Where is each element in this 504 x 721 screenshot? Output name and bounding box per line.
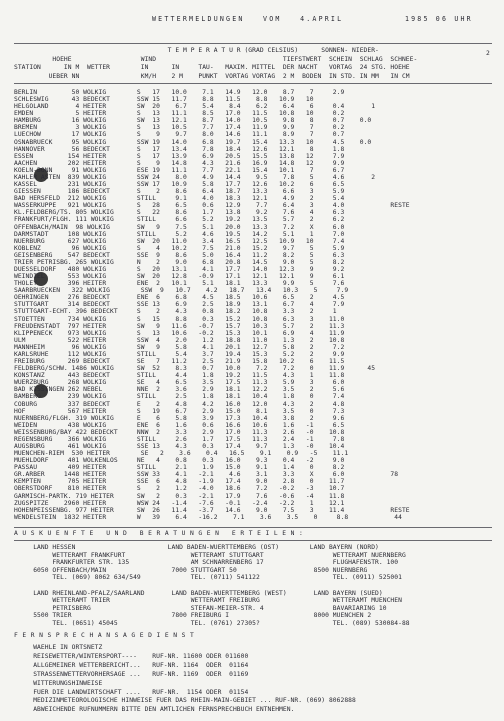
station-row: OBERSTDORF 810 HEITER S 2 1.2 -4.0 18.6 7.2 -0.2 -3 10.7 [14, 485, 345, 493]
services-rule [14, 540, 492, 541]
station-row: WASSERKUPPE 921 WOLKIG S 28 6.5 0.6 12.9 7.7 6.4 3 4.0 RESTE [14, 202, 410, 210]
station-row: PASSAU 409 HEITER STILL 2.1 1.9 15.0 9.1 1.4 0 8.2 [14, 464, 345, 472]
contact-line: LAND HESSEN LAND BADEN-WUERTTEMBERG (OST) LAND BAYERN (NORD) [14, 544, 379, 551]
station-row: AUGSBURG 461 WOLKIG SSE 13 4.3 0.3 17.4 9.7 1.3 -0 10.4 [14, 443, 345, 450]
column-header-line: T E M P E R A T U R (GRAD CELSIUS) SONNEN- NIEDER- [14, 47, 379, 54]
station-row: HAMBURG 16 WOLKIG SW 13 12.1 8.7 14.0 10.5 9.8 8 0.7 0.0 [14, 117, 372, 125]
page-number: 2 [486, 50, 490, 57]
header-bottom-rule [14, 83, 492, 84]
station-row: KOELN-BONN 91 WOLKIG ESE 19 11.1 7.7 22.1 15.4 10.1 7 6.7 [14, 166, 345, 174]
contact-line: FRANKFURTER STR. 135 AM SCHNARRENBERG 17 FLUGHAFENSTR. 100 [14, 559, 399, 567]
station-row: KONSTANZ 443 BEDECKT STILL 4.4 1.8 19.2 11.5 4.3 1 11.8 [14, 372, 345, 380]
station-row: GIESSEN 186 BEDECKT S 2 8.6 6.4 18.7 13.3 6.6 3 5.9 [14, 188, 345, 196]
phone-service-line: WITTERUNGSHINWEISE [14, 679, 103, 687]
station-row: STUTTGART-ECHT. 396 BEDECKT S 2 4.3 0.8 18.2 10.8 3.3 2 1 [14, 308, 337, 316]
station-row: WEISSENBURG/BAY 422 BEDECKT NNW 2 3.3 2.9 17.0 11.3 2.6 -0 10.8 [14, 428, 345, 436]
header-top-rule [14, 43, 492, 44]
station-row: ULM 522 HEITER SSW 4 2.0 1.2 18.8 11.0 1.3 2 10.8 [14, 336, 345, 344]
station-row: LUECHOW 17 WOLKIG S 9 9.7 8.0 14.6 11.1 8.9 7 0.7 [14, 131, 345, 139]
station-row: GEISENBERG 547 BEDECKT SSE 9 8.6 5.0 16.4 11.2 8.2 5 6.3 [14, 251, 345, 259]
contact-line: WETTERAMT TRIER WETTERAMT FREIBURG WETTERAMT MUENCHEN [14, 597, 402, 605]
table-bottom-rule [14, 527, 492, 528]
phone-service-line: ALLGEMEINER WETTERBERICHT... RUF-NR. 1164 ODER 01164 [14, 661, 249, 669]
column-header-line: UEBER NN KM/H 2 M PUNKT VORTAG VORTAG 2 M BODEN IN STD. IN MM IN CM [14, 72, 410, 80]
station-row: FREUDENSTADT 797 HEITER SW 9 11.6 -0.7 15.7 10.3 5.7 2 11.3 [14, 322, 345, 330]
station-row: ESSEN 154 HEITER S 17 13.9 6.9 20.5 15.5 13.8 12 7.9 [14, 152, 345, 160]
column-header-line: STATION IN M WETTER IN IN TAU- MAXIM. MITTEL DER NACHT VORTAG 24 STG. HOEHE [14, 64, 410, 72]
station-row: MANNHEIM 96 WOLKIG SW 9 5.8 4.1 20.1 12.7 5.8 2 7.2 [14, 343, 345, 351]
services-heading: A U S K U E N F T E U N D B E R A T U N G E N E R T E I L E N : [14, 530, 304, 537]
station-row: GR.ARBER 1448 HEITER SSW 33 4.1 -2.1 4.6 3.1 3.3 X 6.0 78 [14, 471, 399, 479]
station-row: NUERNBERG/FLGH. 319 WOLKIG E 6 5.8 3.9 17.3 10.4 3.8 2 9.6 [14, 414, 345, 422]
station-row: SAARBRUECKEN 322 WOLKIG SSW 9 10.7 4.2 18.7 13.4 10.3 5 7.9 [14, 287, 349, 295]
station-row: WEIDEN 438 WOLKIG ENE 6 1.6 0.6 16.6 10.6 1.6 -1 6.5 [14, 421, 345, 429]
station-row: HANNOVER 56 BEDECKT S 17 13.4 7.8 18.4 12.6 12.1 8 1.8 [14, 145, 345, 153]
station-row: GARMISCH-PARTK. 719 HEITER SW 2 0.3 -2.1 17.9 7.6 -0.6 -4 11.8 [14, 492, 345, 500]
phone-service-line: REISEWETTER/WINTERSPORT---- RUF-NR. 11600 ODER 011600 [14, 652, 249, 660]
station-row: BAMBERG 239 WOLKIG STILL 2.5 1.8 18.1 10.4 1.8 0 7.4 [14, 393, 345, 401]
station-row: MUEHLDORF 401 WOLKENLOS NE 4 0.8 0.3 16.0 9.3 0.4 -2 9.0 [14, 457, 345, 465]
contact-line: 6050 OFFENBACH/MAIN 7000 STUTTGART 50 8500 NUERNBERG [14, 566, 368, 574]
station-row: BAD KISSINGEN 262 NEBEL NNE 2 3.6 2.9 18.1 12.2 3.5 2 5.6 [14, 386, 345, 394]
station-row: KARLSRUHE 112 WOLKIG STILL 5.4 3.7 19.4 15.3 5.2 2 9.9 [14, 350, 345, 358]
station-row: MUENCHEN-RIEM 530 HEITER SE 2 3.6 0.4 16.5 9.1 0.9 -5 11.1 [14, 450, 349, 458]
station-row: NUERBURG 627 WOLKIG SW 20 11.0 3.4 16.5 12.5 10.9 10 7.4 [14, 237, 345, 245]
station-row: KASSEL 231 WOLKIG SSW 17 10.9 5.8 17.7 12.6 10.2 6 6.5 [14, 181, 345, 189]
station-row: HOHENPEISSENBG. 977 HEITER SW 26 11.4 -3.7 14.6 9.0 7.5 3 11.4 RESTE [14, 506, 410, 514]
station-row: KL.FELDBERG/TS. 805 WOLKIG S 22 8.6 1.7 13.8 9.2 7.6 4 6.3 [14, 209, 345, 217]
station-row: KOBLENZ 96 WOLKIG S 4 10.2 7.5 21.0 15.2 9.7 5 5.9 [14, 244, 345, 252]
station-row: AACHEN 202 HEITER S 9 14.8 4.3 21.6 16.9 14.8 12 9.9 [14, 159, 345, 167]
station-row: COBURG 337 BEDECKT E 2 4.8 4.2 16.0 12.0 4.3 2 4.8 [14, 400, 345, 408]
contact-line: PETRISBERG STEFAN-MEIER-STR. 4 BAVARIARING 10 [14, 604, 387, 612]
contact-line: TEL. (0651) 45045 TEL. (0761) 27305? TEL. (089) 530084-88 [14, 620, 410, 627]
station-row: HOF 567 HEITER S 19 6.7 2.9 15.0 8.1 3.5 0 7.3 [14, 407, 345, 415]
station-row: OEHRINGEN 276 BEDECKT ENE 6 6.8 4.5 18.5 10.6 6.5 2 4.5 [14, 294, 345, 302]
station-row: WEINDIEL 553 WOLKIG SW 20 12.8 -0.9 17.1 12.1 12.1 9 6.1 [14, 273, 345, 281]
station-row: BAD HERSFELD 212 WOLKIG STILL 9.1 4.0 18.3 12.1 4.9 2 5.4 [14, 195, 345, 203]
phone-heading: F E R N S P R E C H A N S A G E D I E N S T [14, 632, 195, 639]
phone-service-line: WAEHLE IN ORTSNETZ [14, 644, 103, 651]
station-row: FREIBURG 269 BEDECKT SE 7 11.2 2.5 21.9 15.8 10.2 6 11.5 [14, 358, 345, 366]
contact-line: TEL. (069) 8062 634/549 TEL. (0711) 541122 TEL. (0911) 525001 [14, 574, 402, 582]
station-row: HELGOLAND 4 HEITER SW 20 6.7 5.4 8.4 6.2 6.4 6 0.4 1 [14, 103, 376, 111]
station-row: STOETTEN 734 WOLKIG S 15 8.8 0.3 15.2 10.8 6.3 3 11.0 [14, 315, 345, 323]
station-row: BERLIN 50 WOLKIG S 17 10.0 7.1 14.9 12.0 8.7 7 2.9 [14, 89, 345, 96]
station-row: DARMSTADT 108 WOLKIG STILL 5.2 4.6 19.5 14.2 5.1 1 7.0 [14, 230, 345, 238]
station-row: OFFENBACH/MAIN 98 WOLKIG SW 9 7.5 5.1 20.0 13.3 7.2 X 6.0 [14, 223, 345, 231]
station-row: WENDELSTEIN 1832 HEITER W 39 6.4 -16.2 7.1 3.6 3.5 0 8.8 44 [14, 513, 402, 521]
station-row: FELDBERG/SCHW. 1486 WOLKIG SW 52 8.3 0.7 10.0 7.2 7.2 0 11.9 45 [14, 365, 376, 373]
station-row: STUTTGART 314 BEDECKT SSE 13 6.9 2.5 18.9 13.1 6.7 4 7.9 [14, 301, 345, 309]
station-row: OSNABRUECK 95 WOLKIG SSW 19 14.0 6.8 19.7 15.4 13.3 10 4.5 0.0 [14, 138, 372, 146]
report-title: WETTERMELDUNGEN VOM 4.APRIL 1985 06 UHR [152, 15, 473, 23]
contact-line: 5500 TRIER 7800 FREIBURG I 8000 MUENCHEN 2 [14, 612, 372, 620]
station-row: EMDEN 5 HEITER S 13 11.1 8.5 17.0 11.5 10.8 10 0.2 [14, 110, 345, 118]
station-row: KEMPTEN 705 HEITER SSE 6 4.8 -1.9 17.4 9.0 2.8 0 11.7 [14, 478, 345, 486]
station-row: THOLEY 396 HEITER ENE 2 10.1 5.1 18.1 13.3 9.9 5 7.6 [14, 280, 345, 288]
station-row: TRIER PETRISBG. 265 WOLKIG N 2 9.0 6.8 20.8 14.5 9.0 5 8.2 [14, 258, 345, 266]
station-row: WUERZBURG 268 WOLKIG SE 4 6.5 3.5 17.5 11.3 5.9 3 6.0 [14, 379, 345, 387]
phone-service-line: FUER DIE LANDWIRTSCHAFT .... RUF-NR. 1154 ODER 01154 [14, 688, 249, 696]
station-row: KAHLER ASTEN 839 WOLKIG SSW 24 8.0 4.9 14.4 9.5 7.8 5 4.6 2 [14, 173, 376, 181]
phone-service-line: STRASSENWETTERVORHERSAGE ... RUF-NR. 1169 ODER 01169 [14, 670, 249, 678]
station-row: FRANKFURT/FLGH. 111 WOLKIG STILL 6.6 5.2 19.2 13.5 5.7 2 6.2 [14, 216, 345, 224]
station-row: BREMEN 3 WOLKIG S 13 10.5 7.7 17.4 11.9 9.9 7 0.2 [14, 124, 345, 132]
contact-line: LAND RHEINLAND-PFALZ/SAARLAND LAND BADEN-WUERTTEMBERG (WEST) LAND BAYERN (SUED) [14, 589, 383, 597]
station-row: SCHLESWIG 43 BEDECKT SSW 15 11.7 8.8 11.5 8.8 10.9 10 [14, 96, 314, 104]
station-row: DUESSELDORF 480 WOLKIG S 20 13.1 4.1 17.7 14.0 12.3 9 9.2 [14, 266, 345, 273]
phone-service-line: MEDIZINMETEOROLOGISCHE HINWEISE FUER DAS RHEIN-MAIN-GEBIET ... RUF-NR. (069) 8062888 [14, 697, 356, 705]
station-row: ZUGSPITZE 2960 HEITER WSW 24 -1.4 -7.6 -0.1 -2.4 -2.2 1 12.1 [14, 499, 345, 507]
station-row: REGENSBURG 366 WOLKIG STILL 2.6 1.7 17.5 11.3 2.4 -1 7.8 [14, 435, 345, 443]
phone-service-line: ABWEICHENDE RUFNUMMERN BITTE DEN AMTLICHEN FERNSPRECHBUCH ENTNEHMEN. [14, 706, 295, 714]
column-header-line: HOEHE WIND TIEFSTWERT SCHEIN SCHLAG SCHNEE- [14, 55, 418, 63]
contact-line: WETTERAMT FRANKFURT WETTERAMT STUTTGART WETTERAMT NUERNBERG [14, 551, 406, 559]
station-row: KLIPPENECK 973 WOLKIG S 13 10.6 -0.2 15.3 10.1 6.9 4 11.9 [14, 329, 345, 337]
